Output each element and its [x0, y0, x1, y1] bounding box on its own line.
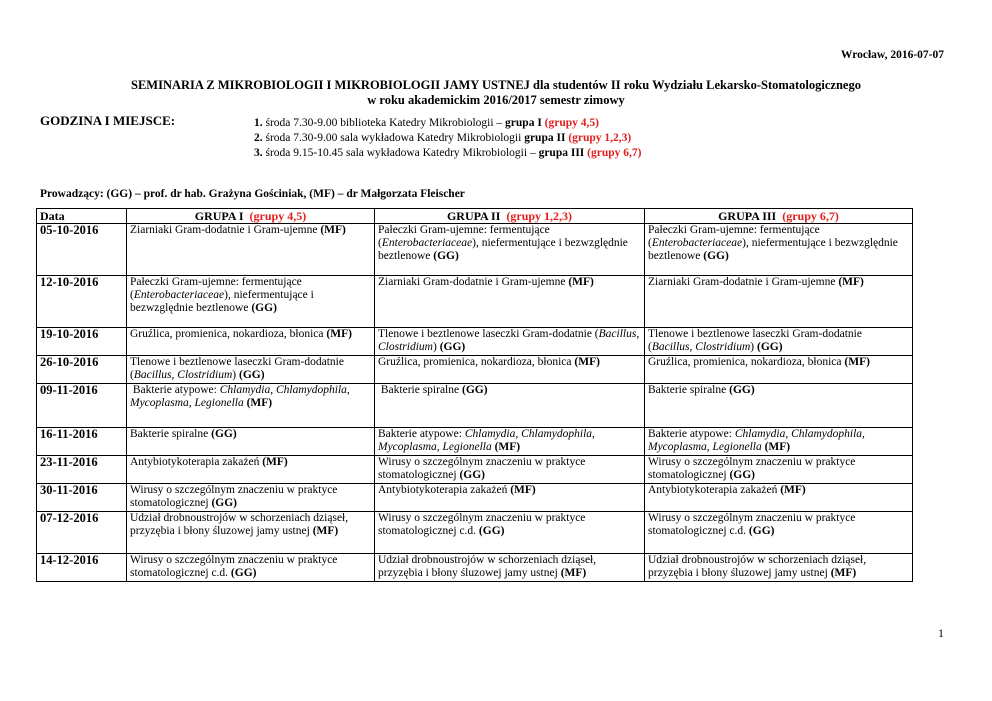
schedule-table — [36, 208, 913, 582]
cell-text: , — [689, 341, 696, 354]
cell-group-3 — [645, 356, 913, 384]
cell-text: Bakterie spiralne — [648, 384, 727, 396]
cell-text: Tlenowe i beztlenowe laseczki Gram-dodatnie ( — [378, 328, 599, 340]
table-row — [37, 428, 913, 456]
page-title — [40, 78, 952, 108]
table-row — [37, 554, 913, 582]
row-date: 23-11-2016 — [37, 456, 127, 484]
page-number: 1 — [938, 626, 944, 640]
table-row — [37, 328, 913, 356]
table-row — [37, 456, 913, 484]
cell-group-3 — [645, 384, 913, 428]
cell-text: Bakterie atypowe: — [378, 428, 465, 440]
cell-text: (MF) — [560, 567, 587, 580]
cell-text: Chlamydophila — [521, 428, 593, 440]
cell-text: (GG) — [230, 567, 257, 580]
cell-text: Ziarniaki Gram-dodatnie i Gram-ujemne — [130, 224, 318, 236]
col-header-group-3 — [645, 209, 913, 224]
cell-text: (GG) — [211, 497, 238, 510]
row-date: 26-10-2016 — [37, 356, 127, 384]
cell-text: Wirusy o szczególnym znaczeniu w praktyce stomatologicznej — [378, 456, 586, 482]
cell-group-2 — [375, 276, 645, 328]
group-1-numbers: (grupy 4,5) — [249, 209, 307, 223]
cell-text: , — [188, 397, 195, 410]
cell-text: , — [862, 428, 865, 440]
cell-text: Enterobacteriaceae — [381, 237, 473, 250]
cell-group-1 — [127, 384, 375, 428]
cell-group-2 — [375, 356, 645, 384]
slot-text: środa 7.30-9.00 sala wykładowa Katedry Mikrobiologii — [265, 132, 525, 144]
cell-group-1 — [127, 554, 375, 582]
cell-text: Chlamydophila — [275, 384, 347, 396]
cell-text: Udział drobnoustrojów w schorzeniach dziąseł, przyzębia i błony śluzowej jamy ustnej — [648, 554, 867, 580]
col-header-date: Data — [37, 209, 127, 224]
cell-text: Bacillus — [598, 328, 637, 340]
cell-text: Wirusy o szczególnym znaczeniu w praktyce stomatologicznej c.d. — [130, 554, 338, 580]
group-2-label: GRUPA II — [446, 209, 501, 223]
cell-text: Chlamydia — [734, 428, 786, 440]
cell-text: (MF) — [262, 456, 288, 468]
cell-text: Clostridium — [177, 369, 233, 382]
cell-text: (MF) — [312, 525, 339, 538]
cell-group-1 — [127, 356, 375, 384]
cell-group-2 — [375, 384, 645, 428]
cell-text: (MF) — [510, 484, 536, 496]
slot-group: grupa III — [538, 147, 585, 159]
table-row — [37, 224, 913, 276]
cell-text: Gruźlica, promienica, nokardioza, błonica — [378, 356, 572, 368]
cell-text: Wirusy o szczególnym znaczeniu w praktyce stomatologicznej c.d. — [648, 512, 856, 538]
cell-text: (MF) — [838, 276, 864, 288]
cell-group-1 — [127, 428, 375, 456]
cell-text: , — [436, 441, 443, 454]
cell-group-2 — [375, 328, 645, 356]
time-slot-2 — [254, 131, 641, 146]
cell-group-1 — [127, 224, 375, 276]
cell-text: Pałeczki Gram-ujemne: fermentujące ( — [130, 276, 302, 302]
cell-text: (GG) — [238, 369, 265, 382]
cell-text: Clostridium — [695, 341, 751, 354]
cell-text: (GG) — [748, 525, 775, 538]
row-date: 09-11-2016 — [37, 384, 127, 428]
cell-text: (MF) — [568, 276, 594, 288]
cell-group-3 — [645, 512, 913, 554]
cell-group-2 — [375, 512, 645, 554]
slot-group: grupa I — [505, 117, 542, 129]
cell-group-2 — [375, 428, 645, 456]
cell-text: Clostridium — [378, 341, 433, 354]
time-slots-list — [254, 116, 641, 161]
cell-text: , — [515, 428, 522, 440]
cell-group-2 — [375, 224, 645, 276]
col-header-group-2 — [375, 209, 645, 224]
cell-text: Chlamydia — [464, 428, 516, 440]
slot-group-numbers: (grupy 6,7) — [587, 147, 642, 159]
cell-text: Udział drobnoustrojów w schorzeniach dziąseł, przyzębia i błony śluzowej jamy ustnej — [130, 512, 349, 538]
cell-group-1 — [127, 328, 375, 356]
cell-text: (GG) — [703, 250, 729, 263]
table-row — [37, 512, 913, 554]
cell-text: Ziarniaki Gram-dodatnie i Gram-ujemne — [378, 276, 566, 288]
row-date: 05-10-2016 — [37, 224, 127, 276]
cell-text: (GG) — [461, 384, 488, 396]
group-2-numbers: (grupy 1,2,3) — [506, 209, 573, 223]
cell-text: Wirusy o szczególnym znaczeniu w praktyce stomatologicznej c.d. — [378, 512, 586, 538]
cell-text: Wirusy o szczególnym znaczeniu w praktyce stomatologicznej — [130, 484, 338, 510]
cell-text: (GG) — [729, 384, 755, 396]
cell-text: Pałeczki Gram-ujemne: fermentujące ( — [648, 224, 820, 250]
row-date: 14-12-2016 — [37, 554, 127, 582]
cell-group-2 — [375, 554, 645, 582]
row-date: 16-11-2016 — [37, 428, 127, 456]
cell-text: , — [706, 441, 713, 454]
cell-text: Enterobacteriaceae — [651, 237, 743, 250]
cell-text: (GG) — [729, 469, 756, 482]
col-header-group-1 — [127, 209, 375, 224]
cell-text: Tlenowe i beztlenowe laseczki Gram-dodatnie ( — [648, 328, 862, 354]
cell-text: , — [636, 328, 640, 340]
instructors-line: Prowadzący: (GG) – prof. dr hab. Grażyna Gościniak, (MF) – dr Małgorzata Fleischer — [40, 188, 465, 200]
cell-text: Gruźlica, promienica, nokardioza, błonica — [130, 328, 324, 340]
slot-group-numbers: (grupy 1,2,3) — [568, 132, 632, 144]
slot-number: 3. — [254, 147, 263, 159]
cell-text: Tlenowe i beztlenowe laseczki Gram-dodatnie ( — [130, 356, 344, 382]
cell-group-1 — [127, 512, 375, 554]
group-3-label: GRUPA III — [718, 209, 777, 223]
cell-text: Legionella — [712, 441, 762, 454]
slot-text: środa 9.15-10.45 sala wykładowa Katedry Mikrobiologii – — [265, 147, 539, 159]
group-3-numbers: (grupy 6,7) — [782, 209, 839, 223]
cell-text: (MF) — [326, 328, 352, 340]
cell-text: Antybiotykoterapia zakażeń — [378, 484, 508, 496]
row-date: 07-12-2016 — [37, 512, 127, 554]
row-date: 30-11-2016 — [37, 484, 127, 512]
cell-text: Chlamydophila — [791, 428, 863, 440]
cell-text: ), niefermentujące i bezwzględnie beztlenowe — [378, 237, 628, 263]
cell-text: Legionella — [442, 441, 492, 454]
cell-text: Antybiotykoterapia zakażeń — [648, 484, 778, 496]
slot-group: grupa II — [524, 132, 566, 144]
cell-text: , — [346, 384, 350, 396]
time-slot-3 — [254, 146, 641, 161]
cell-text: , — [270, 384, 276, 396]
cell-group-1 — [127, 276, 375, 328]
cell-text: Legionella — [194, 397, 244, 410]
row-date: 12-10-2016 — [37, 276, 127, 328]
cell-text: ), niefermentujące i bezwzględnie beztlenowe — [648, 237, 898, 263]
table-row — [37, 276, 913, 328]
cell-group-3 — [645, 554, 913, 582]
cell-text: Mycoplasma — [130, 397, 189, 410]
table-row — [37, 484, 913, 512]
time-place-label: GODZINA I MIEJSCE: — [40, 113, 176, 128]
cell-text: (GG) — [251, 302, 277, 315]
cell-text: (MF) — [780, 484, 806, 496]
slot-group-numbers: (grupy 4,5) — [544, 117, 599, 129]
cell-text: Pałeczki Gram-ujemne: fermentujące ( — [378, 224, 550, 250]
cell-text: ) — [232, 369, 237, 382]
cell-text: (GG) — [478, 525, 505, 538]
table-row — [37, 356, 913, 384]
cell-text: (MF) — [494, 441, 521, 454]
cell-text: , — [785, 428, 792, 440]
cell-group-3 — [645, 428, 913, 456]
cell-text: Bakterie spiralne — [380, 384, 460, 396]
cell-group-2 — [375, 456, 645, 484]
cell-text: (GG) — [439, 341, 466, 354]
cell-text: (MF) — [320, 224, 346, 236]
slot-text: środa 7.30-9.00 biblioteka Katedry Mikrobiologii – — [265, 117, 506, 129]
time-slot-1 — [254, 116, 641, 131]
cell-text: (GG) — [433, 250, 459, 263]
cell-text: Udział drobnoustrojów w schorzeniach dziąseł, przyzębia i błony śluzowej jamy ustnej — [378, 554, 597, 580]
cell-text: Bakterie spiralne — [130, 428, 209, 440]
cell-text: Bakterie atypowe: — [648, 428, 735, 440]
table-row — [37, 384, 913, 428]
cell-text: Chlamydia — [219, 384, 271, 396]
cell-text: (MF) — [844, 356, 870, 368]
cell-text: (GG) — [459, 469, 486, 482]
slot-number: 1. — [254, 117, 263, 129]
table-header-row — [37, 209, 913, 224]
slot-number: 2. — [254, 132, 263, 144]
cell-group-3 — [645, 456, 913, 484]
cell-group-2 — [375, 484, 645, 512]
cell-text: (MF) — [830, 567, 857, 580]
cell-text: Antybiotykoterapia zakażeń — [130, 456, 260, 468]
cell-group-3 — [645, 224, 913, 276]
cell-text: Bacillus — [651, 341, 690, 354]
cell-text: (MF) — [764, 441, 791, 454]
title-line-1: SEMINARIA Z MIKROBIOLOGII I MIKROBIOLOGII JAMY USTNEJ dla studentów II roku Wydziału Lekarsko-Stomatologicznego — [131, 78, 861, 92]
cell-text: Bacillus — [133, 369, 172, 382]
cell-text: Gruźlica, promienica, nokardioza, błonica — [648, 356, 842, 368]
cell-group-3 — [645, 484, 913, 512]
cell-text: Mycoplasma — [378, 441, 437, 454]
cell-group-1 — [127, 484, 375, 512]
cell-text: Bakterie atypowe: — [132, 384, 220, 396]
cell-text: Mycoplasma — [648, 441, 707, 454]
cell-text: (GG) — [211, 428, 237, 440]
title-line-2: w roku akademickim 2016/2017 semestr zimowy — [367, 93, 625, 107]
cell-text: (MF) — [574, 356, 600, 368]
row-date: 19-10-2016 — [37, 328, 127, 356]
cell-text: ), niefermentujące i bezwzględnie beztlenowe — [130, 289, 314, 315]
cell-group-3 — [645, 276, 913, 328]
document-date: Wrocław, 2016-07-07 — [840, 49, 944, 61]
group-1-label: GRUPA I — [194, 209, 244, 223]
cell-text: Wirusy o szczególnym znaczeniu w praktyce stomatologicznej — [648, 456, 856, 482]
cell-text: (MF) — [246, 397, 273, 410]
cell-text: (GG) — [756, 341, 783, 354]
cell-group-1 — [127, 456, 375, 484]
cell-text: Ziarniaki Gram-dodatnie i Gram-ujemne — [648, 276, 836, 288]
cell-text: , — [171, 369, 178, 382]
cell-text: ) — [750, 341, 755, 354]
cell-text: , — [592, 428, 595, 440]
cell-group-3 — [645, 328, 913, 356]
cell-text: ) — [432, 341, 437, 354]
cell-text: Enterobacteriaceae — [133, 289, 225, 302]
